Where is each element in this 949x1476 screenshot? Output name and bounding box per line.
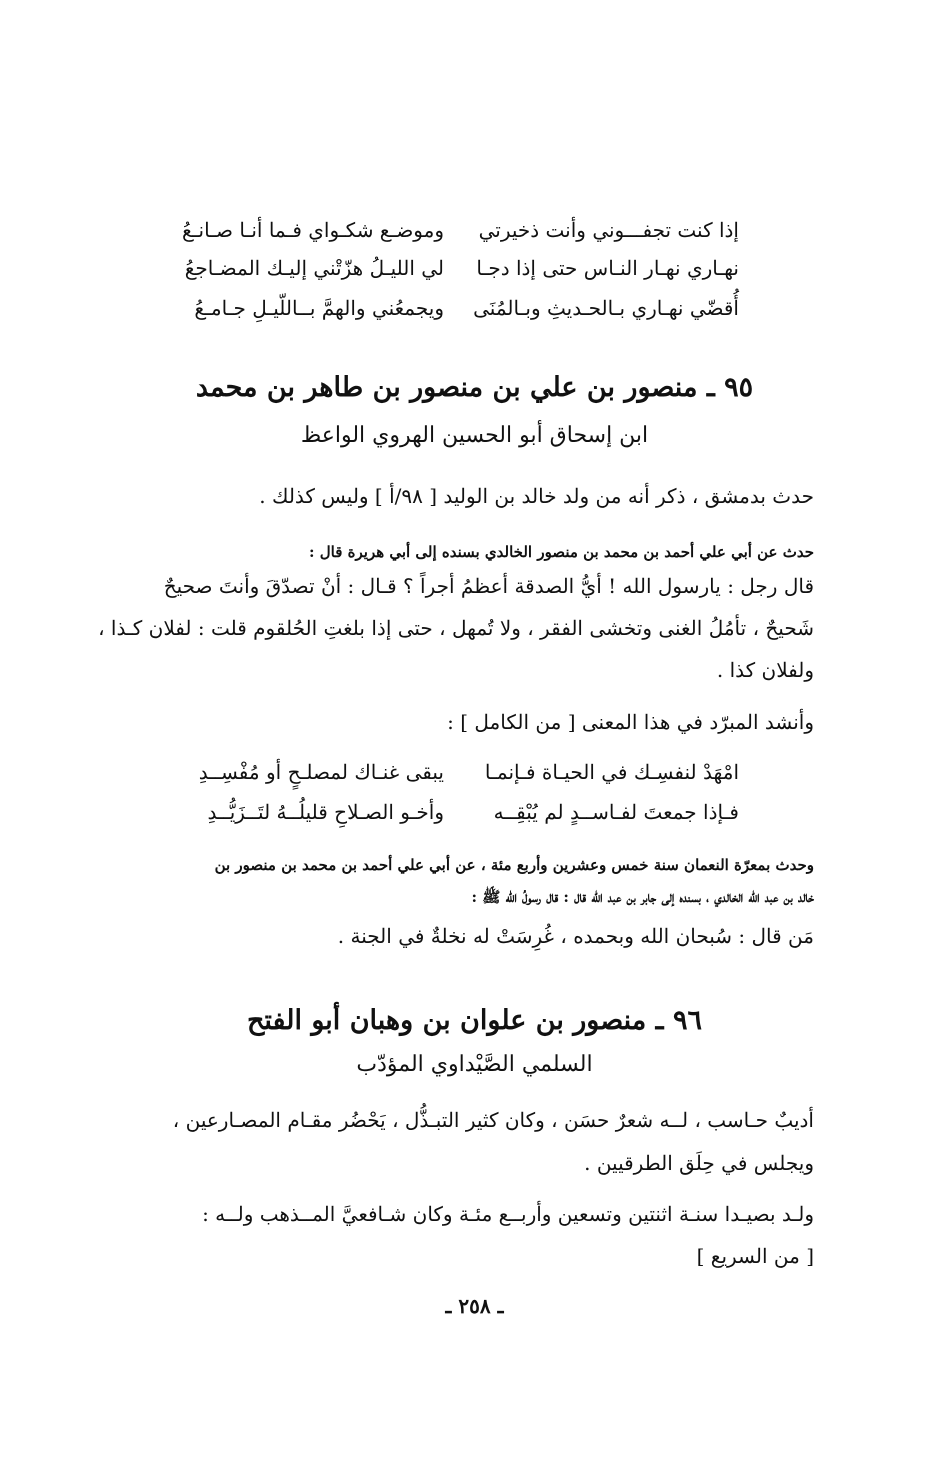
entry-96-subtitle: السلمي الصَّيْداوي المؤدّب (356, 1052, 593, 1077)
entry-95-title: ٩٥ ـ منصور بن علي بن منصور بن طاهر بن محمد (195, 372, 754, 403)
verse-first-hemistich: نهـاري نهـار النـاس حتى إذا دجـا (476, 256, 739, 280)
page-number: ـ ٢٥٨ ـ (445, 1294, 504, 1318)
verse-second-hemistich: ويجمعُني والهمَّ بــاللّيـلِ جـامـعُ (194, 296, 444, 320)
entry-96-title: ٩٦ ـ منصور بن علوان بن وهبان أبو الفتح (246, 1005, 702, 1036)
hadith-line: شَحيحٌ ، تأمُلُ الغنى وتخشى الفقر ، ولا تُمهل ، حتى إذا بلغتِ الحُلقوم قلت : لفلان كـذا ، (98, 616, 814, 640)
verse-second-hemistich: يبقى غنـاك لمصلـحٍ أو مُفْسِــدِ (198, 760, 444, 784)
anshad-line: وأنشد المبرّد في هذا المعنى [ من الكامل ] : (447, 710, 814, 734)
isnad-line: خالد بن عبد الله الخالدي ، بسنده إلى جابر بن عبد الله قال : قال رسولُ الله ﷺ : (471, 888, 814, 906)
verse-first-hemistich: إذا كنت تجفـــوني وأنت ذخيرتي (478, 218, 739, 242)
entry-96-birth-line: ولـد بصيـدا سنـة اثنتين وتسعين وأربــع مئـة وكان شـافعيَّ المــذهب ولــه : (202, 1202, 814, 1226)
hadith-line: قال رجل : يارسول الله ! أيُّ الصدقة أعظمُ أجراً ؟ قـال : أنْ تصدّقَ وأنتَ صحيحٌ (163, 574, 814, 598)
entry-96-paragraph-line: أديبٌ حـاسب ، لــه شعرٌ حسَن ، وكان كثير التبـذُّل ، يَحْضُر مقـام المصـارعين ، (172, 1108, 814, 1132)
hadith-2: مَن قال : سُبحان الله وبحمده ، غُرِسَتْ له نخلةٌ في الجنة . (337, 924, 814, 948)
verse-second-hemistich: وموضـع شكـواي فـما أنـا صـانـعُ (182, 218, 444, 242)
verse-first-hemistich: فـإذا جمعتَ لفـاســدٍ لم يُبْقِــه (493, 800, 739, 824)
entry-95-isnad: حدث عن أبي علي أحمد بن محمد بن منصور الخالدي بسنده إلى أبي هريرة قال : (309, 543, 814, 561)
verse-second-hemistich: لي الليـلُ هزّتْني إليـك المضـاجعُ (184, 256, 444, 280)
entry-95-paragraph: حدث بدمشق ، ذكر أنه من ولد خالد بن الوليد [ ٩٨/أ ] وليس كذلك . (259, 484, 814, 508)
entry-96-paragraph-line: ويجلس في حِلَق الطرقيين . (584, 1151, 814, 1175)
entry-95-subtitle: ابن إسحاق أبو الحسين الهروي الواعظ (300, 423, 649, 448)
verse-first-hemistich: أُقضّي نهـاري بـالحـديثِ وبـالمُنَى (473, 296, 739, 320)
verse-first-hemistich: امْهَدْ لنفسِـك في الحيـاة فـإنمـا (484, 760, 739, 784)
hadith-line: ولفلان كذا . (716, 658, 814, 682)
isnad-line: وحدث بمعرّة النعمان سنة خمس وعشرين وأربع مئة ، عن أبي علي أحمد بن محمد بن منصور بن (214, 856, 814, 874)
verse-second-hemistich: وأخـو الصـلاحِ قليلُــهُ لتَــزَيُّــدِ (207, 800, 444, 824)
meter-label: [ من السريع ] (696, 1244, 814, 1268)
